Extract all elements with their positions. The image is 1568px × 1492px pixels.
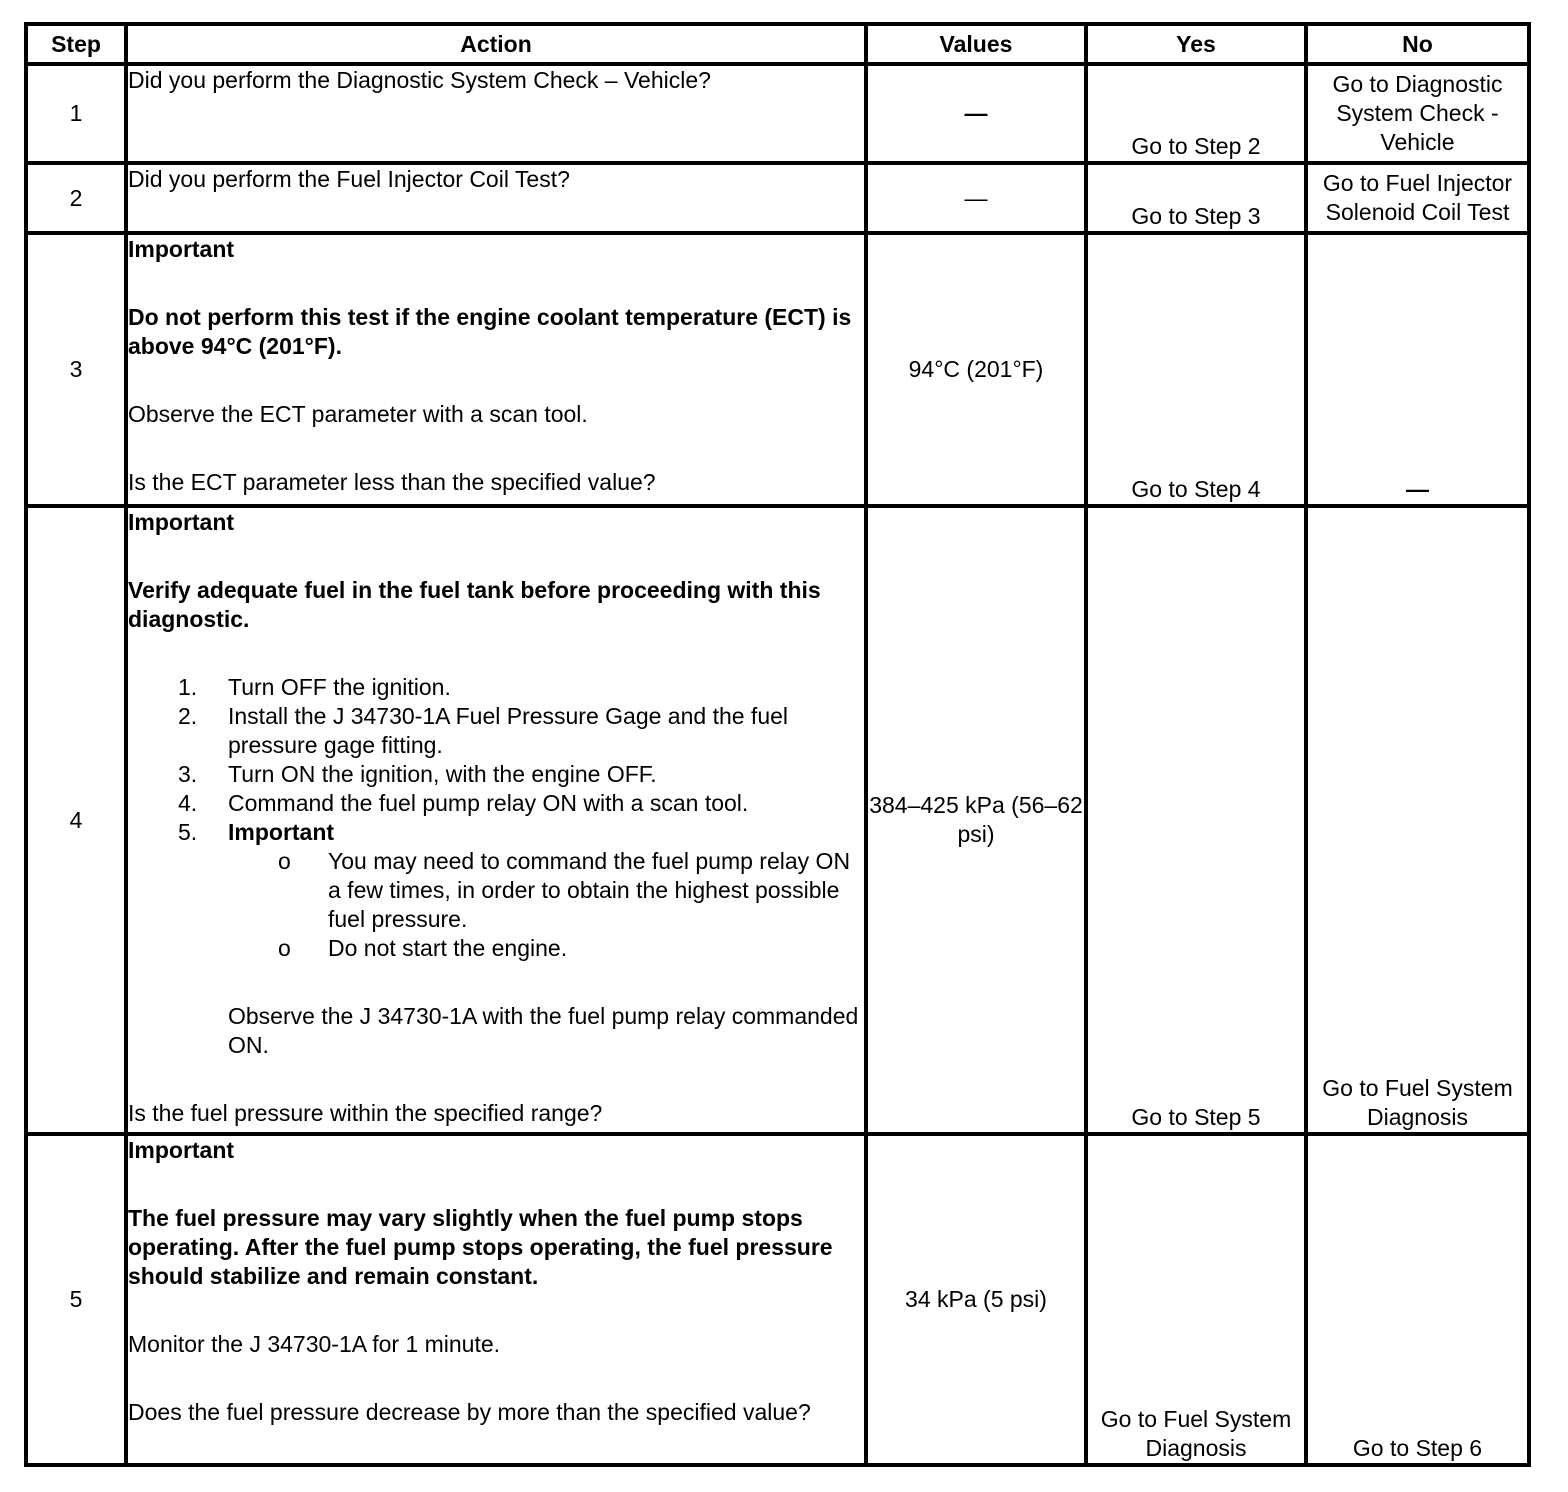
observe-text: Observe the ECT parameter with a scan tool.	[128, 401, 588, 427]
yes-link[interactable]: Go to Step 2	[1086, 64, 1306, 163]
table-row	[26, 64, 1529, 163]
values-cell: —	[866, 64, 1086, 163]
header-step: Step	[26, 24, 126, 64]
action-cell	[126, 506, 866, 1134]
substep-list	[128, 673, 864, 963]
action-text: Did you perform the Fuel Injector Coil Test?	[126, 163, 866, 233]
values-cell: 34 kPa (5 psi)	[866, 1134, 1086, 1465]
list-item: 3. Turn ON the ignition, with the engine OFF.	[178, 761, 657, 787]
observe-text: Observe the J 34730-1A with the fuel pump relay commanded ON.	[228, 1003, 859, 1058]
header-action: Action	[126, 24, 866, 64]
yes-link[interactable]: Go to Step 3	[1086, 163, 1306, 233]
important-label: Important	[128, 236, 235, 262]
header-no: No	[1306, 24, 1529, 64]
list-item: 4. Command the fuel pump relay ON with a scan tool.	[178, 790, 749, 816]
header-values: Values	[866, 24, 1086, 64]
table-row	[26, 1134, 1529, 1465]
header-yes: Yes	[1086, 24, 1306, 64]
important-text: Verify adequate fuel in the fuel tank before proceeding with this diagnostic.	[128, 577, 821, 632]
action-text: Did you perform the Diagnostic System Check – Vehicle?	[126, 64, 866, 163]
table-row	[26, 163, 1529, 233]
yes-link[interactable]: Go to Step 4	[1086, 233, 1306, 506]
list-item: 1. Turn OFF the ignition.	[178, 674, 451, 700]
diagnostic-table	[24, 22, 1531, 1467]
important-label: Important	[128, 1137, 235, 1163]
list-item: 2. Install the J 34730-1A Fuel Pressure Gage and the fuel pressure gage fitting.	[178, 703, 789, 758]
yes-link[interactable]: Go to Step 5	[1086, 506, 1306, 1134]
values-cell: —	[866, 163, 1086, 233]
no-link: —	[1306, 233, 1529, 506]
action-cell	[126, 233, 866, 506]
step-number: 5	[26, 1134, 126, 1465]
step-number: 3	[26, 233, 126, 506]
no-link[interactable]: Go to Diagnostic System Check - Vehicle	[1306, 64, 1529, 163]
table-row	[26, 506, 1529, 1134]
important-label: Important	[128, 509, 235, 535]
step-number: 4	[26, 506, 126, 1134]
list-item: 5. Important o You may need to command the fuel pump relay ON a few times, in order to obtain the highest possible fuel pressure. o Do not start the engine.	[228, 818, 864, 963]
no-link[interactable]: Go to Step 6	[1306, 1134, 1529, 1465]
action-cell	[126, 1134, 866, 1465]
question-text: Does the fuel pressure decrease by more than the specified value?	[128, 1399, 811, 1425]
question-text: Is the fuel pressure within the specified range?	[128, 1100, 603, 1126]
step-number: 1	[26, 64, 126, 163]
question-text: Is the ECT parameter less than the specified value?	[128, 469, 656, 495]
yes-link[interactable]: Go to Fuel System Diagnosis	[1086, 1134, 1306, 1465]
important-text: Do not perform this test if the engine coolant temperature (ECT) is above 94°C (201°F).	[128, 304, 852, 359]
list-item: o Do not start the engine.	[278, 935, 568, 961]
list-item: o You may need to command the fuel pump relay ON a few times, in order to obtain the highest possible fuel pressure.	[278, 848, 851, 932]
values-cell: 384–425 kPa (56–62 psi)	[866, 506, 1086, 1134]
header-row	[26, 24, 1529, 64]
step-number: 2	[26, 163, 126, 233]
bullet-list	[228, 847, 864, 963]
no-link[interactable]: Go to Fuel System Diagnosis	[1306, 506, 1529, 1134]
table-row	[26, 233, 1529, 506]
observe-text: Monitor the J 34730-1A for 1 minute.	[128, 1331, 501, 1357]
important-text: The fuel pressure may vary slightly when the fuel pump stops operating. After the fuel pump stops operating, the fuel pressure should stabilize and remain constant.	[128, 1205, 833, 1289]
no-link[interactable]: Go to Fuel Injector Solenoid Coil Test	[1306, 163, 1529, 233]
values-cell: 94°C (201°F)	[866, 233, 1086, 506]
